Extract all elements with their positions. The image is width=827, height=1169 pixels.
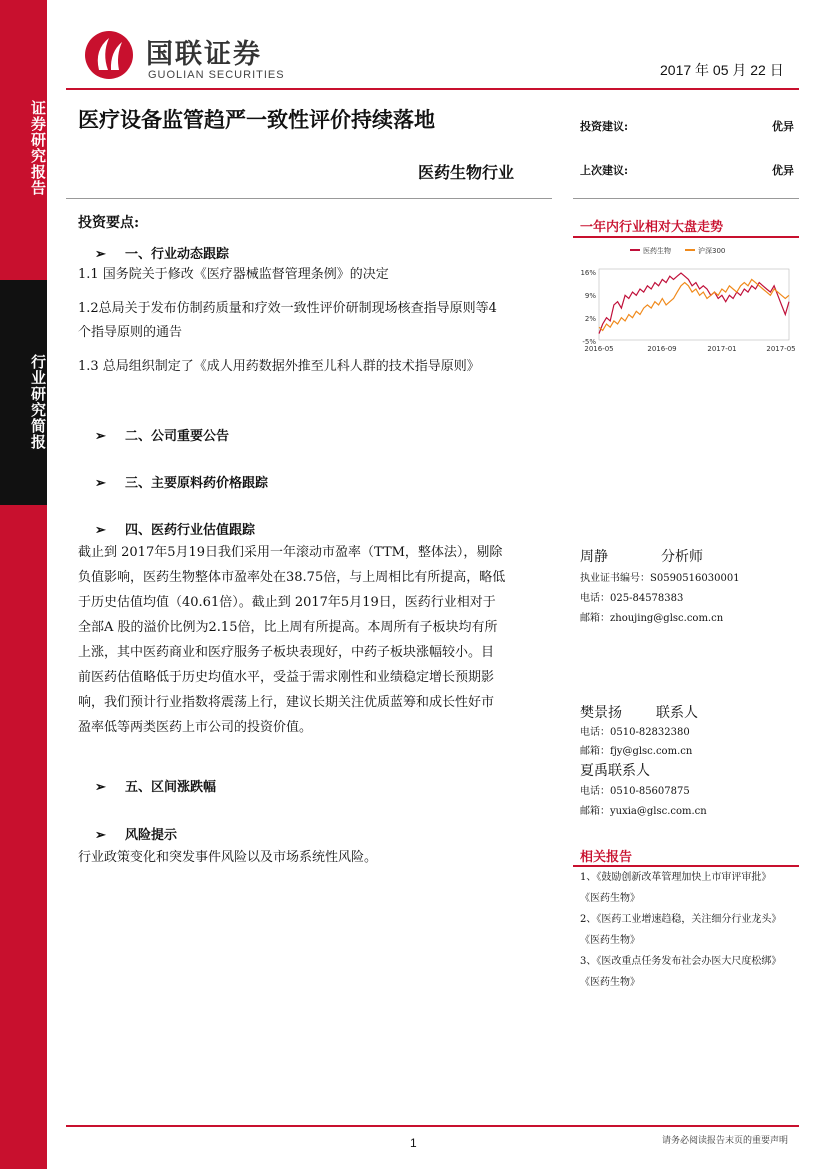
- last-rating-value: 优异: [772, 164, 794, 177]
- analyst-cert: 执业证书编号：S0590516030001: [580, 573, 740, 584]
- page-number: 1: [410, 1136, 417, 1150]
- section-3-title: 三、主要原料药价格跟踪: [125, 476, 269, 491]
- item-1-3: 1.3 总局组织制定了《成人用药数据外推至儿科人群的技术指导原则》: [78, 359, 480, 374]
- section-1-title: 一、行业动态跟踪: [125, 247, 230, 262]
- contact-1-email[interactable]: 邮箱：fjy@glsc.com.cn: [580, 746, 693, 757]
- report-date: 2017 年 05 月 22 日: [660, 62, 784, 78]
- valuation-line: 于历史估值均值（40.61倍）。截止到 2017年5月19日，医药行业相对于: [78, 595, 496, 610]
- valuation-line: 前医药估值略低于历史均值水平，受益于需求刚性和业绩稳定增长预期影: [78, 670, 495, 685]
- y-tick-label: 9%: [584, 292, 596, 300]
- contact-1-name: 樊景扬: [580, 705, 622, 721]
- series-line-hs300: [599, 279, 789, 330]
- valuation-paragraph: [78, 540, 548, 740]
- last-rating-label: 上次建议:: [580, 164, 629, 177]
- bullet-icon: ➢: [95, 523, 106, 538]
- item-1-1: 1.1 国务院关于修改《医疗器械监督管理条例》的决定: [78, 267, 389, 282]
- risk-text: 行业政策变化和突发事件风险以及市场系统性风险。: [78, 850, 378, 865]
- rating-rule: [573, 198, 799, 199]
- series-line-pharma: [599, 273, 789, 334]
- related-report-category: 《医药生物》: [580, 935, 640, 946]
- title-rule: [66, 198, 552, 199]
- bullet-icon: ➢: [95, 429, 106, 444]
- band-label-industry-brief: 行业研究简报: [29, 354, 47, 450]
- valuation-line: 全部A 股的溢价比例为2.15倍，比上周有所提高。本周所有子板块均有所: [78, 620, 498, 635]
- logo-text-en: GUOLIAN SECURITIES: [148, 69, 285, 81]
- related-reports-title: 相关报告: [580, 850, 633, 865]
- legend-label-pharma: 医药生物: [643, 247, 671, 255]
- analyst-email[interactable]: 邮箱：zhoujing@glsc.com.cn: [580, 613, 724, 624]
- contact-2-name: 夏禹联系人: [580, 763, 650, 779]
- valuation-line: 截止到 2017年5月19日我们采用一年滚动市盈率（TTM，整体法），剔除: [78, 545, 503, 560]
- item-1-2-line1: 1.2总局关于发布仿制药质量和疗效一致性评价研制现场核查指导原则等4: [78, 301, 497, 316]
- section-2-head: [95, 425, 229, 444]
- section-1-head: [95, 243, 229, 262]
- related-report-category: 《医药生物》: [580, 977, 640, 988]
- logo-icon: [84, 30, 134, 80]
- x-tick-label: 2016-05: [584, 345, 614, 353]
- plot-frame: [599, 269, 789, 340]
- bullet-icon: ➢: [95, 476, 106, 491]
- valuation-line: 盈率低等两类医药上市公司的投资价值。: [78, 720, 313, 735]
- valuation-line: 响，我们预计行业指数将震荡上行，建议长期关注优质蓝筹和成长性好市: [78, 695, 495, 710]
- invest-rating-value: 优异: [772, 120, 794, 133]
- section-2-title: 二、公司重要公告: [125, 429, 230, 444]
- footer-disclaimer: 请务必阅读报告末页的重要声明: [662, 1136, 789, 1146]
- y-tick-label: 16%: [580, 269, 596, 277]
- logo-text-cn: 国联证券: [146, 39, 262, 70]
- bullet-icon: ➢: [95, 780, 106, 795]
- section-5-title: 五、区间涨跌幅: [125, 780, 217, 795]
- y-tick-label: 2%: [584, 315, 596, 323]
- contact-2-email[interactable]: 邮箱：yuxia@glsc.com.cn: [580, 806, 707, 817]
- risk-title: 风险提示: [125, 828, 178, 843]
- related-report-link[interactable]: 1、《鼓励创新改革管理加快上市审评审批》: [580, 872, 772, 883]
- left-band-middle: [0, 280, 47, 505]
- y-tick-label: -5%: [582, 338, 596, 346]
- contact-1-phone: 电话：0510-82832380: [580, 727, 690, 738]
- related-reports-list: [580, 867, 795, 993]
- section-5-head: [95, 776, 216, 795]
- related-report-category: 《医药生物》: [580, 893, 640, 904]
- related-report-link[interactable]: 2、《医药工业增速趋稳，关注细分行业龙头》: [580, 914, 782, 925]
- relative-performance-chart: [573, 240, 799, 356]
- risk-head: [95, 824, 177, 843]
- bullet-icon: ➢: [95, 247, 106, 262]
- related-report-link[interactable]: 3、《医改重点任务发布社会办医大尺度松绑》: [580, 956, 782, 967]
- industry-label: 医药生物行业: [418, 163, 515, 182]
- valuation-line: 负值影响，医药生物整体市盈率处在38.75倍，与上周相比有所提高，略低: [78, 570, 506, 585]
- section-4-head: [95, 519, 255, 538]
- header-rule: [66, 88, 799, 90]
- bullet-icon: ➢: [95, 828, 106, 843]
- x-tick-label: 2017-01: [707, 345, 737, 353]
- left-band-bottom: [0, 505, 47, 1169]
- section-3-head: [95, 472, 268, 491]
- footer-rule: [66, 1125, 799, 1127]
- analyst-name: 周静: [580, 549, 608, 565]
- logo-mark: [84, 30, 134, 80]
- contact-2-phone: 电话：0510-85607875: [580, 786, 690, 797]
- band-label-securities-report: 证券研究报告: [29, 100, 47, 196]
- legend-label-hs300: 沪深300: [698, 247, 726, 255]
- chart-title-rule: [573, 236, 799, 238]
- analyst-role: 分析师: [661, 549, 703, 565]
- analyst-phone: 电话：025-84578383: [580, 593, 684, 604]
- contact-1-role: 联系人: [656, 705, 698, 721]
- chart-title: 一年内行业相对大盘走势: [580, 220, 724, 235]
- chart-series-group: [599, 273, 789, 334]
- valuation-line: 上涨，其中医药商业和医疗服务子板块表现好，中药子板块涨幅较小。目: [78, 645, 495, 660]
- section-4-title: 四、医药行业估值跟踪: [125, 523, 256, 538]
- x-tick-label: 2016-09: [647, 345, 677, 353]
- left-band-top: [0, 0, 47, 280]
- item-1-2-line2: 个指导原则的通告: [78, 325, 183, 340]
- key-points-heading: 投资要点:: [78, 215, 140, 231]
- report-title: 医疗设备监管趋严一致性评价持续落地: [78, 107, 435, 132]
- x-tick-label: 2017-05: [766, 345, 796, 353]
- invest-rating-label: 投资建议:: [580, 120, 629, 133]
